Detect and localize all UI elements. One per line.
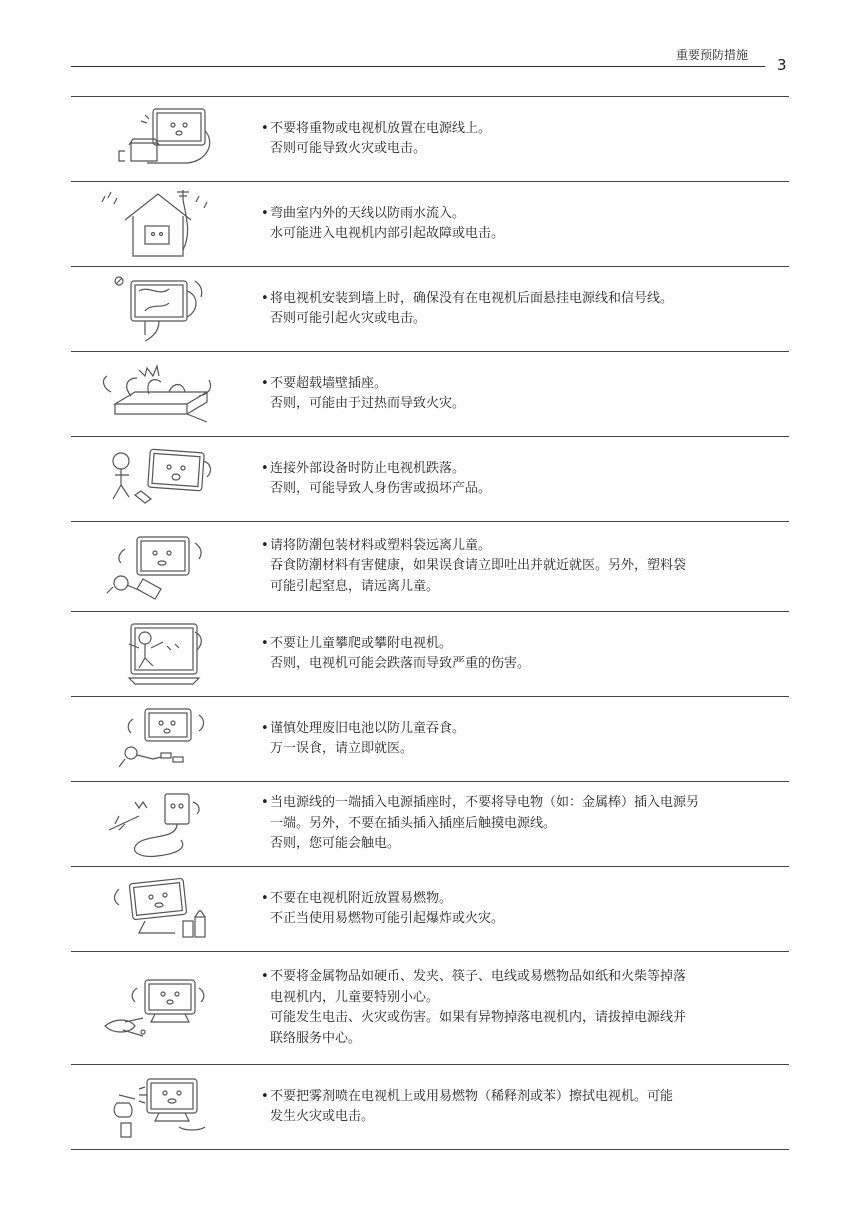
list-item	[71, 522, 789, 612]
house-antenna-rain-illustration	[95, 186, 221, 262]
precautions-list	[71, 96, 789, 1150]
wall-mount-cable-illustration	[95, 271, 221, 347]
item-line: 不要让儿童攀爬或攀附电视机。	[270, 635, 453, 651]
item-text: •请将防潮包装材料或塑料袋远离儿童。 吞食防潮材料有害健康，如果误食请立即吐出并就近就医。另外，塑料袋 可能引起窒息，请远离儿童。	[270, 536, 692, 598]
item-line: 请将防潮包装材料或塑料袋远离儿童。	[270, 537, 492, 553]
item-line: 将电视机安装到墙上时，确保没有在电视机后面悬挂电源线和信号线。	[270, 290, 674, 306]
list-item	[71, 867, 789, 952]
list-item	[71, 612, 789, 697]
list-item	[71, 97, 789, 182]
item-line: 不要将金属物品如硬币、发夹、筷子、电线或易燃物品如纸和火柴等掉落	[270, 969, 687, 984]
list-item	[71, 782, 789, 867]
item-line: 可能发生电击、火灾或伤害。如果有异物掉落电视机内，请拔掉电源线并	[270, 1010, 687, 1025]
list-item	[71, 437, 789, 522]
item-text: •不要超载墙壁插座。 否则，可能由于过热而导致火灾。	[270, 374, 471, 415]
item-line: 当电源线的一端插入电源插座时，不要将导电物（如：金属棒）插入电源另	[270, 795, 700, 811]
item-line: 不要在电视机附近放置易燃物。	[270, 890, 453, 906]
item-text: •连接外部设备时防止电视机跌落。 否则，可能导致人身伤害或损坏产品。	[270, 459, 497, 500]
tv-metal-objects-illustration	[95, 970, 221, 1046]
child-plastic-bag-illustration	[95, 529, 221, 605]
item-text: •不要把雾剂喷在电视机上或用易燃物（稀释剂或苯）擦拭电视机。可能 发生火灾或电击。	[270, 1087, 679, 1128]
item-text: •不要将重物或电视机放置在电源线上。 否则可能导致火灾或电击。	[270, 119, 497, 160]
item-line: 不正当使用易燃物可能引起爆炸或火灾。	[270, 911, 505, 926]
item-line: 发生火灾或电击。	[270, 1109, 375, 1124]
tv-spray-cleaner-illustration	[95, 1069, 221, 1145]
header-divider	[71, 66, 765, 67]
item-text: •将电视机安装到墙上时，确保没有在电视机后面悬挂电源线和信号线。 否则可能引起火灾或电击。	[270, 289, 679, 330]
item-text: •当电源线的一端插入电源插座时，不要将导电物（如：金属棒）插入电源另 一端。另外，不要在插头插入插座后触摸电源线。 否则，您可能会触电。	[270, 793, 705, 855]
plug-metal-rod-illustration	[95, 786, 221, 862]
overloaded-outlet-illustration	[95, 356, 221, 432]
item-text: •谨慎处理废旧电池以防儿童吞食。 万一误食，请立即就医。	[270, 719, 471, 760]
list-item	[71, 352, 789, 437]
child-battery-illustration	[95, 701, 221, 777]
item-line: 联络服务中心。	[270, 1030, 362, 1046]
item-line: 不要把雾剂喷在电视机上或用易燃物（稀释剂或苯）擦拭电视机。可能	[270, 1088, 674, 1104]
item-line: 否则，电视机可能会跌落而导致严重的伤害。	[270, 656, 531, 671]
list-item	[71, 1065, 789, 1150]
child-climbing-tv-illustration	[95, 616, 221, 692]
item-line: 水可能进入电视机内部引起故障或电击。	[270, 226, 505, 241]
item-line: 可能引起窒息，请远离儿童。	[270, 578, 440, 594]
item-line: 不要将重物或电视机放置在电源线上。	[270, 120, 492, 136]
item-text: •不要将金属物品如硬币、发夹、筷子、电线或易燃物品如纸和火柴等掉落 电视机内，儿童要特别小心。 可能发生电击、火灾或伤害。如果有异物掉落电视机内，请拔掉电源线并 联络服务中心。	[270, 967, 692, 1049]
header-title: 重要预防措施	[676, 48, 749, 62]
tv-flammables-illustration	[95, 871, 221, 947]
item-line: 吞食防潮材料有害健康，如果误食请立即吐出并就近就医。另外，塑料袋	[270, 558, 687, 574]
list-item	[71, 267, 789, 352]
item-text: •不要让儿童攀爬或攀附电视机。 否则，电视机可能会跌落而导致严重的伤害。	[270, 634, 536, 675]
item-text: •不要在电视机附近放置易燃物。 不正当使用易燃物可能引起爆炸或火灾。	[270, 889, 510, 930]
list-item	[71, 182, 789, 267]
item-line: 电视机内，儿童要特别小心。	[270, 989, 440, 1005]
page-number: 3	[777, 56, 787, 74]
list-item	[71, 697, 789, 782]
item-line: 连接外部设备时防止电视机跌落。	[270, 460, 466, 476]
item-line: 万一误食，请立即就医。	[270, 741, 414, 756]
item-line: 否则，可能导致人身伤害或损坏产品。	[270, 481, 492, 496]
item-line: 否则，可能由于过热而导致火灾。	[270, 396, 466, 411]
item-line: 一端。另外，不要在插头插入插座后触摸电源线。	[270, 815, 557, 831]
item-line: 不要超载墙壁插座。	[270, 375, 388, 391]
item-text: •弯曲室内外的天线以防雨水流入。 水可能进入电视机内部引起故障或电击。	[270, 204, 510, 245]
item-line: 否则可能导致火灾或电击。	[270, 141, 427, 156]
item-line: 弯曲室内外的天线以防雨水流入。	[270, 205, 466, 221]
child-tv-falling-illustration	[95, 441, 221, 517]
item-line: 否则，您可能会触电。	[270, 836, 401, 852]
list-item	[71, 952, 789, 1065]
tv-cord-under-weight-illustration	[95, 101, 221, 177]
item-line: 谨慎处理废旧电池以防儿童吞食。	[270, 720, 466, 736]
item-line: 否则可能引起火灾或电击。	[270, 311, 427, 326]
